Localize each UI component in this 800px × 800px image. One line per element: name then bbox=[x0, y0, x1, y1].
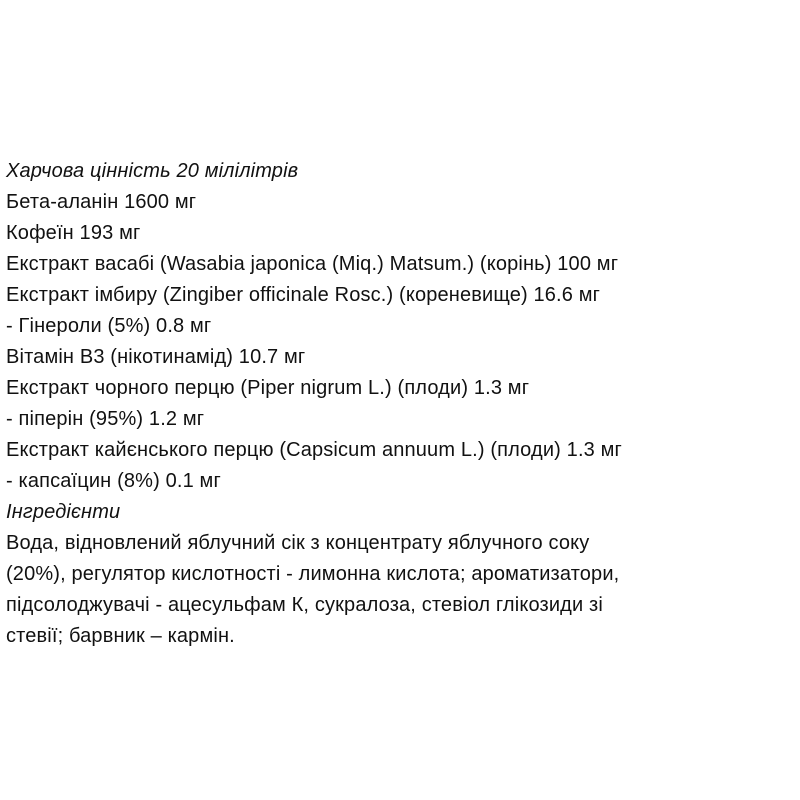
nutrition-row-caffeine: Кофеїн 193 мг bbox=[6, 222, 141, 244]
nutrition-row-cayenne-extract: Екстракт кайєнського перцю (Capsicum annuum L.) (плоди) 1.3 мг bbox=[6, 439, 622, 461]
ingredients-line: стевії; барвник – кармін. bbox=[6, 625, 235, 647]
nutrition-row-black-pepper-extract: Екстракт чорного перцю (Piper nigrum L.) (плоди) 1.3 мг bbox=[6, 377, 530, 399]
ingredients-list bbox=[6, 528, 794, 652]
nutrition-row-piperine: - піперін (95%) 1.2 мг bbox=[6, 408, 205, 430]
nutrition-row-vitamin-b3: Вітамін В3 (нікотинамід) 10.7 мг bbox=[6, 346, 306, 368]
ingredients-line: Вода, відновлений яблучний сік з концентрату яблучного соку bbox=[6, 532, 590, 554]
nutrition-row-gingerols: - Гінероли (5%) 0.8 мг bbox=[6, 315, 212, 337]
nutrition-heading: Харчова цінність 20 мілілітрів bbox=[6, 160, 299, 182]
ingredients-line: підсолоджувачі - ацесульфам К, сукралоза, стевіол глікозиди зі bbox=[6, 594, 603, 616]
nutrition-row-capsaicin: - капсаїцин (8%) 0.1 мг bbox=[6, 470, 221, 492]
product-label bbox=[6, 156, 796, 652]
nutrition-row-wasabi-extract: Екстракт васабі (Wasabia japonica (Miq.) Matsum.) (корінь) 100 мг bbox=[6, 253, 619, 275]
nutrition-row-ginger-extract: Екстракт імбиру (Zingiber officinale Rosc.) (кореневище) 16.6 мг bbox=[6, 284, 601, 306]
ingredients-heading: Інгредієнти bbox=[6, 501, 121, 523]
ingredients-line: (20%), регулятор кислотності - лимонна кислота; ароматизатори, bbox=[6, 563, 620, 585]
nutrition-row-beta-alanine: Бета-аланін 1600 мг bbox=[6, 191, 197, 213]
